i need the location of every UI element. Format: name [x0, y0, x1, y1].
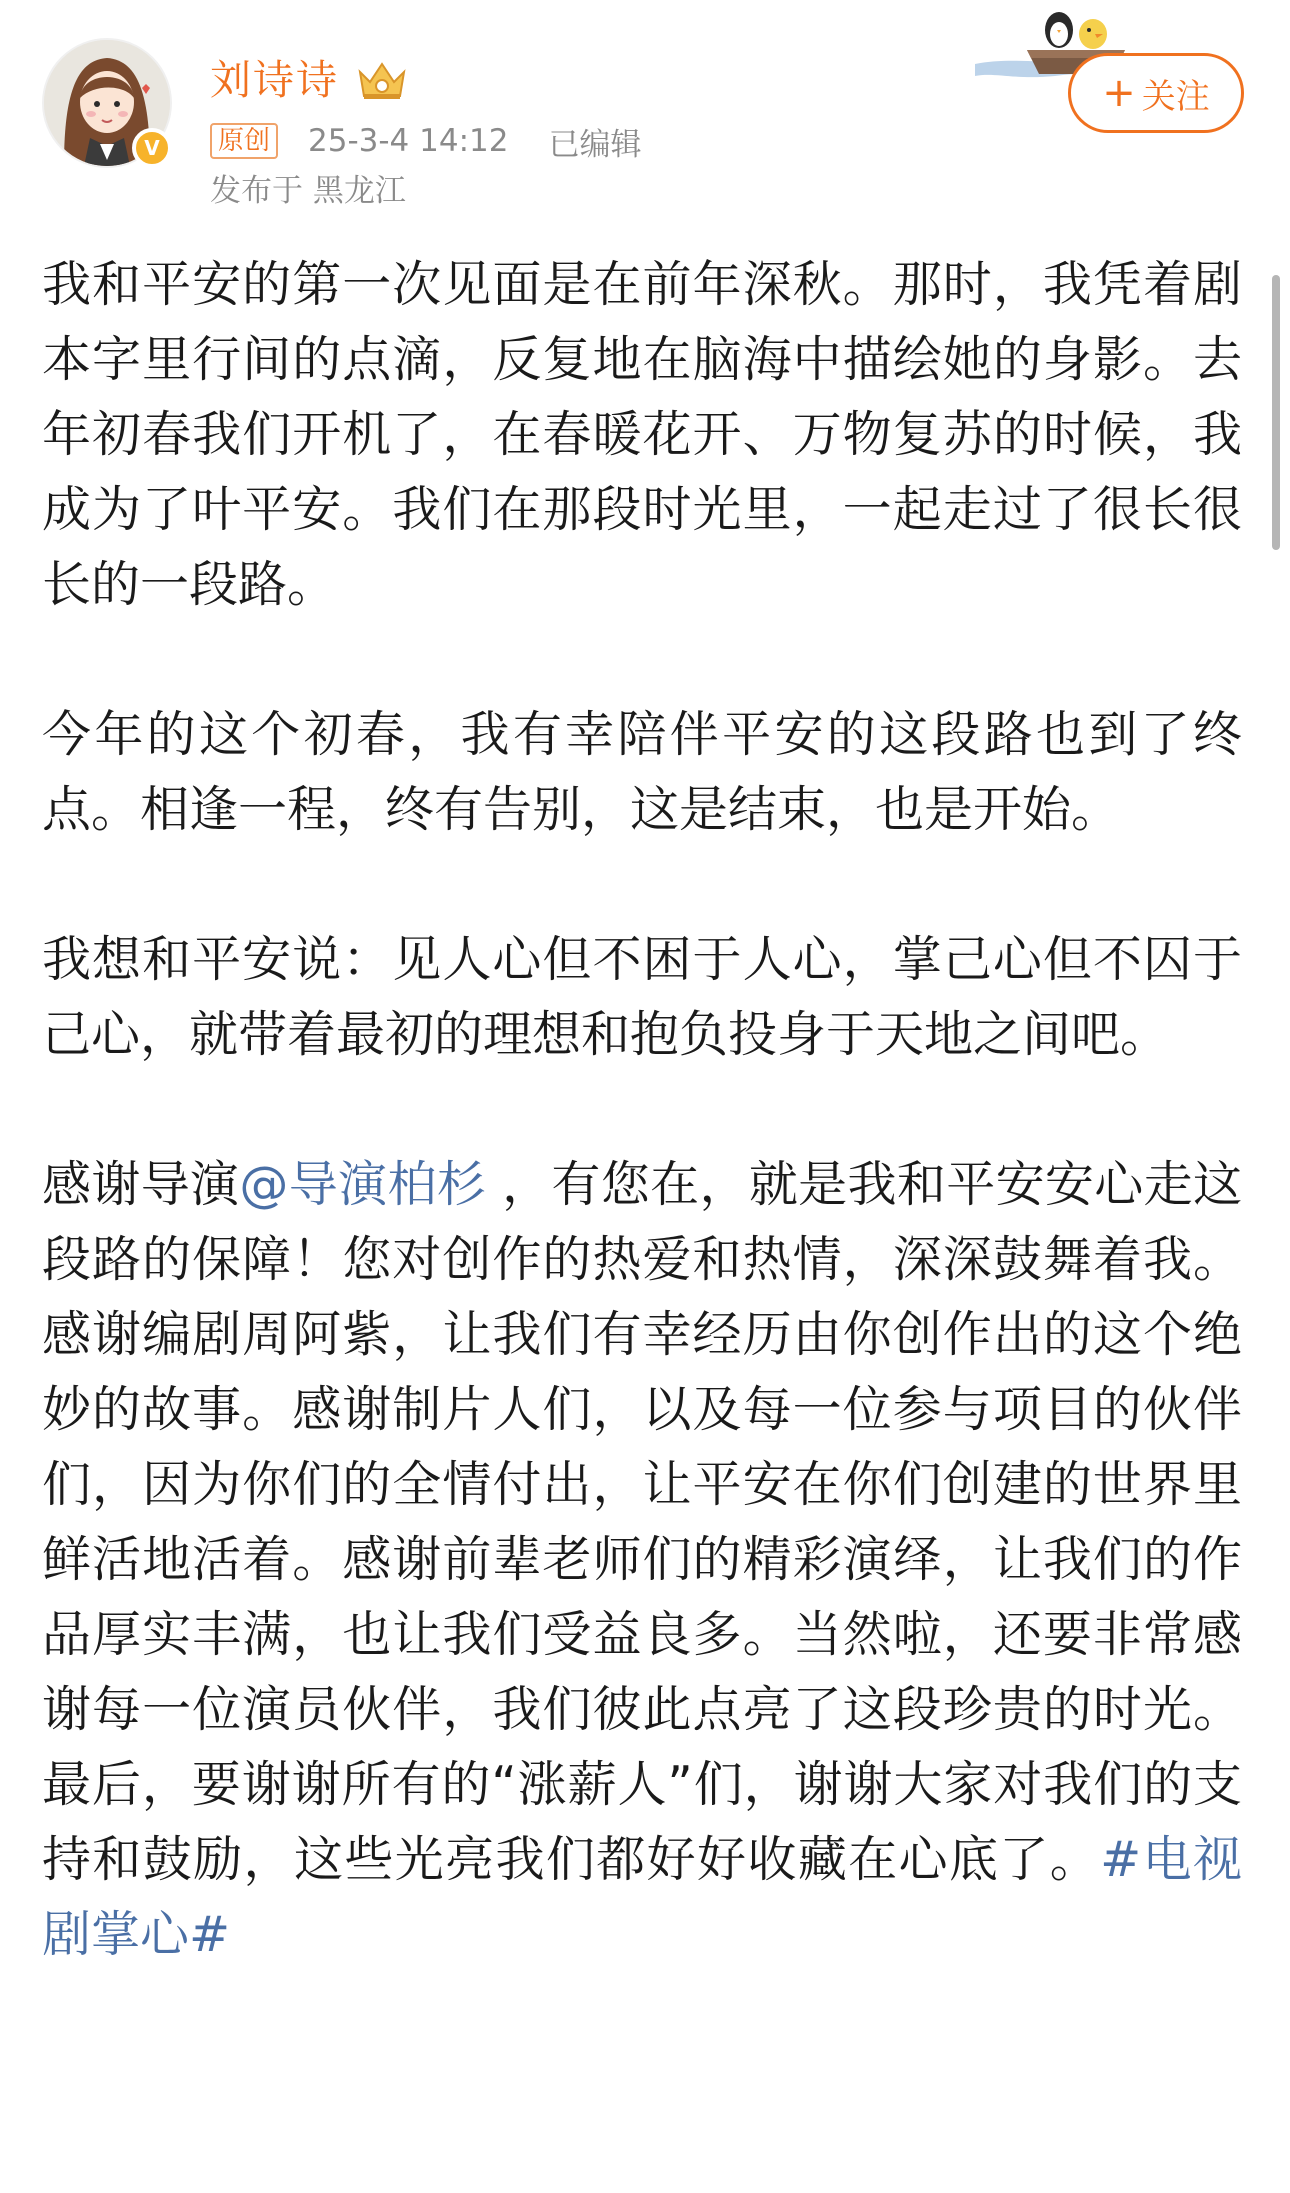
post-paragraph: 我想和平安说：见人心但不困于人心，掌己心但不囚于己心，就带着最初的理想和抱负投身于天地之间吧。	[42, 931, 1242, 1063]
vip-crown-icon	[356, 58, 408, 102]
post-time: 25-3-4 14:12	[308, 123, 509, 159]
post-meta	[210, 121, 641, 161]
original-tag: 原创	[210, 123, 278, 159]
post-text: 感谢导演	[42, 1156, 240, 1213]
post-paragraph: 今年的这个初春，我有幸陪伴平安的这段路也到了终点。相逢一程，终有告别，这是结束，也是开始。	[42, 706, 1242, 838]
follow-button[interactable]	[1068, 53, 1244, 133]
post-location: 发布于 黑龙江	[210, 173, 406, 209]
post-content	[42, 247, 1242, 1972]
post-paragraph	[42, 1147, 1242, 1972]
edited-label[interactable]: 已编辑	[548, 126, 642, 163]
mention-link[interactable]: @导演柏杉	[239, 1156, 487, 1213]
follow-label: 关注	[1141, 76, 1210, 117]
post-text: ，有您在，就是我和平安安心走这段路的保障！您对创作的热爱和热情，深深鼓舞着我。感谢编剧周阿紫，让我们有幸经历由你创作出的这个绝妙的故事。感谢制片人们，以及每一位参与项目的伙伴们，因为你们的全情付出，让平安在你们创建的世界里鲜活地活着。感谢前辈老师们的精彩演绎，让我们的作品厚实丰满，也让我们受益良多。当然啦，还要非常感谢每一位演员伙伴，我们彼此点亮了这段珍贵的时光。最后，要谢谢所有的“涨薪人”们，谢谢大家对我们的支持和鼓励，这些光亮我们都好好收藏在心底了。	[42, 1156, 1242, 1888]
plus-icon: +	[1102, 70, 1136, 116]
hashtag-link[interactable]: #电视剧掌心#	[42, 1831, 1242, 1963]
user-name[interactable]: 刘诗诗	[210, 56, 339, 104]
post-paragraph: 我和平安的第一次见面是在前年深秋。那时，我凭着剧本字里行间的点滴，反复地在脑海中描绘她的身影。去年初春我们开机了，在春暖花开、万物复苏的时候，我成为了叶平安。我们在那段时光里，一起走过了很长很长的一段路。	[42, 256, 1242, 613]
post-header	[0, 0, 1290, 230]
verified-badge-icon: V	[132, 128, 172, 168]
scrollbar[interactable]	[1272, 275, 1280, 550]
